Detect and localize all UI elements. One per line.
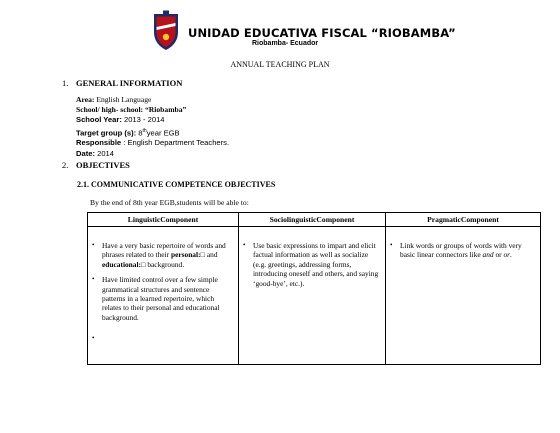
bullet-icon: •	[390, 241, 393, 249]
area-row	[76, 95, 229, 105]
text-run: .	[510, 250, 512, 260]
column-header-pragmatic: PragmaticComponent	[386, 213, 541, 227]
text-run: Have a very basic repertoire of words and phrases related to their	[102, 241, 226, 260]
section-heading-objectives	[62, 160, 130, 170]
text-run: or	[493, 250, 504, 260]
list-item-text: Have limited control over a few simple grammatical structures and sentence patterns in a learned repertoire, which relates to their personal and educational background.	[102, 275, 220, 322]
target-group-row	[76, 126, 229, 139]
bullet-icon: •	[92, 241, 95, 249]
school-name: UNIDAD EDUCATIVA FISCAL “RIOBAMBA”	[188, 26, 456, 40]
target-group-value: 8	[136, 128, 143, 138]
area-label: Area:	[76, 95, 95, 104]
text-run: □ background.	[141, 259, 185, 269]
responsible-row	[76, 138, 229, 148]
objectives-intro: By the end of 8th year EGB,students will be able to:	[90, 198, 249, 207]
subsection-heading: 2.1. COMMUNICATIVE COMPETENCE OBJECTIVES	[77, 180, 276, 189]
date-label: Date:	[76, 148, 95, 158]
text-run: □ and	[200, 250, 218, 260]
list-item-empty	[92, 334, 232, 343]
linguistic-cell	[88, 227, 239, 365]
sociolinguistic-cell	[239, 227, 386, 365]
list-item-text	[102, 241, 232, 269]
text-run-bold: educational:	[102, 259, 142, 269]
school-year-label: School Year:	[76, 115, 122, 125]
school-year-value: 2013 - 2014	[121, 115, 165, 125]
section-title: GENERAL INFORMATION	[76, 78, 183, 88]
list-item	[92, 275, 232, 322]
list-item-text	[400, 241, 534, 260]
list-item	[390, 241, 534, 260]
table-row	[88, 227, 541, 365]
bullet-icon: •	[92, 334, 95, 343]
text-run-bold: personal:	[170, 250, 201, 260]
section-title: OBJECTIVES	[76, 160, 130, 170]
general-information-block	[76, 95, 229, 159]
column-header-sociolinguistic: SociolinguisticComponent	[239, 213, 386, 227]
target-group-ordinal: th	[142, 127, 147, 134]
responsible-label: Responsible	[76, 138, 122, 148]
document-title: ANNUAL TEACHING PLAN	[230, 60, 330, 69]
target-group-suffix: year EGB	[146, 128, 180, 138]
competence-table	[87, 212, 541, 365]
list-item-text: Use basic expressions to impart and elicit factual information as well as socialize (e.g. greetings, addressing forms, introducing oneself and others, and saying ‘good-bye’, etc.).	[253, 241, 379, 288]
school-row	[76, 105, 229, 115]
section-number: 1.	[62, 78, 69, 88]
bullet-icon: •	[243, 241, 246, 249]
responsible-value: : English Department Teachers.	[121, 138, 230, 148]
list-item	[92, 241, 232, 269]
list-item	[243, 241, 379, 288]
school-crest-icon	[150, 10, 182, 52]
section-heading-general-information	[62, 78, 182, 88]
target-group-label: Target group (s):	[76, 128, 137, 138]
table-header-row	[88, 213, 541, 227]
text-run-italic: and	[482, 250, 494, 260]
date-value: 2014	[95, 148, 115, 158]
section-number: 2.	[62, 160, 69, 170]
pragmatic-cell	[386, 227, 541, 365]
area-value: English Language	[94, 95, 152, 104]
column-header-linguistic: LinguisticComponent	[88, 213, 239, 227]
text-run: Link words or groups of words with very basic linear connectors like	[400, 241, 522, 260]
bullet-icon: •	[92, 275, 95, 284]
school-location: Riobamba- Ecuador	[252, 40, 319, 47]
text-run-italic: or	[503, 250, 511, 260]
school-year-row	[76, 115, 229, 125]
school-label: School/ high- school: “Riobamba”	[76, 105, 187, 115]
date-row	[76, 149, 229, 159]
